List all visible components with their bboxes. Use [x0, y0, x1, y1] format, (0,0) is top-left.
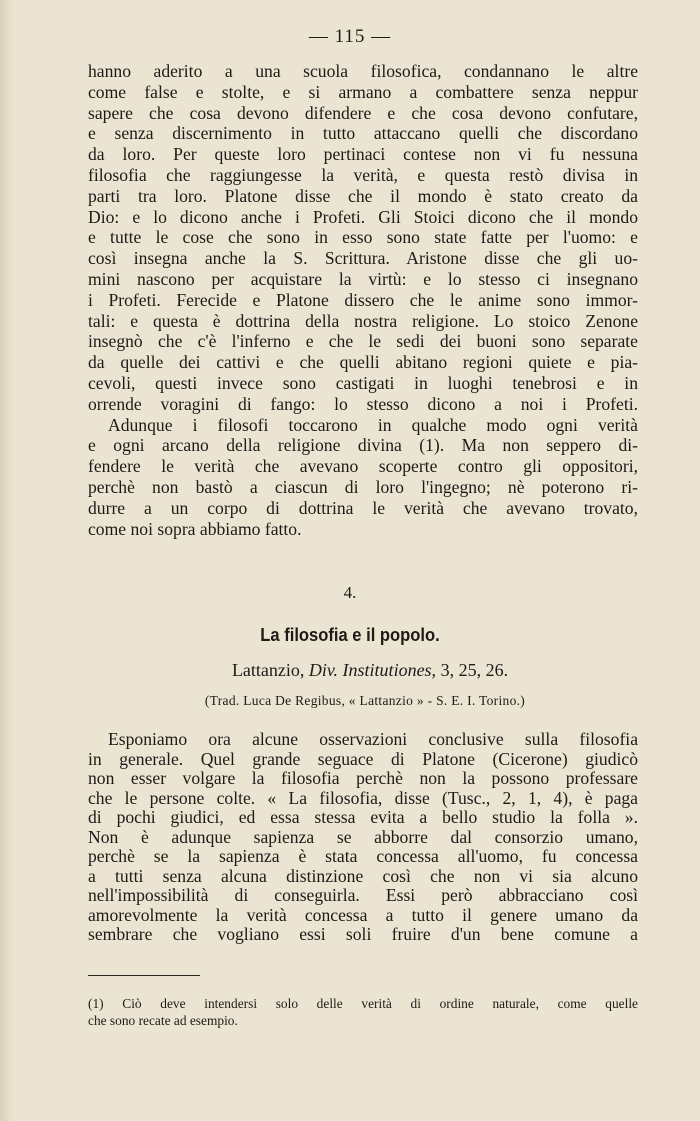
text-line: amorevolmente la verità concessa a tutto il genere umano da [88, 904, 638, 925]
body-text-section-1 [88, 61, 638, 539]
citation-author: Lattanzio, [231, 660, 305, 680]
translation-note: (Trad. Luca De Regibus, « Lattanzio » - S. E. I. Torino.) [204, 693, 526, 708]
text-line: sapere che cosa devono difendere e che cosa devono confutare, [88, 102, 638, 123]
body-text-section-2 [88, 730, 638, 945]
citation-work: Div. Institutiones, [308, 660, 437, 680]
text-line: a tutti senza alcuna distinzione così che non vi sia alcuno [88, 865, 638, 886]
footnote [88, 995, 638, 1029]
text-line: durre a un corpo di dottrina le verità che avevano trovato, [88, 497, 638, 518]
page-edge-shadow [0, 0, 14, 1121]
text-line: Dio: e lo dicono anche i Profeti. Gli Stoici dicono che il mondo [88, 206, 638, 227]
text-line: mini nascono per acquistare la virtù: e lo stesso ci insegnano [88, 268, 638, 289]
text-line: e tutte le cose che sono in esso sono state fatte per l'uomo: e [88, 227, 638, 248]
text-line: che le persone colte. « La filosofia, disse (Tusc., 2, 1, 4), è paga [88, 787, 638, 808]
text-line: i Profeti. Ferecide e Platone dissero che le anime sono immor- [88, 289, 638, 310]
text-line: non esser volgare la filosofia perchè non la possono professare [88, 768, 638, 788]
source-citation [0, 660, 700, 681]
text-line: orrende voragini di fango: lo stesso dicono a noi i Profeti. [88, 393, 638, 414]
chapter-title: La filosofia e il popolo. [260, 625, 440, 645]
text-line: in generale. Quel grande seguace di Platone (Cicerone) giudicò [88, 748, 638, 769]
text-line: fendere le verità che avevano scoperte contro gli oppositori, [88, 456, 638, 477]
text-line: cevoli, questi invece sono castigati in luoghi tenebrosi e in [88, 372, 638, 393]
chapter-number: 4. [343, 583, 357, 602]
text-line: parti tra loro. Platone disse che il mondo è stato creato da [88, 185, 638, 206]
text-line: perchè non bastò a ciascun di loro l'ingegno; nè poterono ri- [88, 476, 638, 497]
text-line: filosofia che raggiungesse la verità, e questa restò divisa in [88, 164, 638, 185]
text-line: e ogni arcano della religione divina (1). Ma non seppero di- [88, 435, 638, 456]
text-line: tali: e questa è dottrina della nostra religione. Lo stoico Zenone [88, 310, 638, 331]
footnote-line: (1) Ciò deve intendersi solo delle verità di ordine naturale, come quelle [88, 996, 638, 1011]
text-line: da loro. Per queste loro pertinaci contese non vi fu nessuna [88, 144, 638, 165]
text-line: come noi sopra abbiamo fatto. [88, 518, 302, 539]
text-line: come false e stolte, e si armano a combattere senza neppur [88, 81, 638, 102]
text-line: Adunque i filosofi toccarono in qualche modo ogni verità [108, 414, 638, 435]
page-number-header: — 115 — [308, 26, 392, 47]
text-line: da quelle dei cattivi e che quelli abitano regioni quiete e pia- [88, 352, 638, 373]
text-line: Non è adunque sapienza se abborre dal consorzio umano, [88, 826, 638, 847]
text-line: insegnò che c'è l'inferno e che le sedi dei buoni sono separate [88, 331, 638, 352]
text-line: nell'impossibilità di conseguirla. Essi però abbracciano così [88, 885, 638, 905]
footnote-line: che sono recate ad esempio. [88, 1013, 238, 1028]
text-line: di pochi giudici, ed essa stessa evita a bello studio la folla ». [88, 807, 638, 827]
text-line: sembrare che vogliano essi soli fruire d'un bene comune a [88, 924, 638, 944]
text-line: Esponiamo ora alcune osservazioni conclusive sulla filosofia [108, 729, 638, 749]
text-line: e senza discernimento in tutto attaccano quelli che discordano [88, 123, 638, 144]
text-line: così insegna anche la S. Scrittura. Aristone disse che gli uo- [88, 248, 638, 269]
text-line: perchè se la sapienza è stata concessa all'uomo, fu concessa [88, 846, 638, 866]
text-line: hanno aderito a una scuola filosofica, condannano le altre [88, 61, 638, 81]
footnote-divider [88, 975, 200, 976]
citation-reference: 3, 25, 26. [440, 660, 509, 680]
